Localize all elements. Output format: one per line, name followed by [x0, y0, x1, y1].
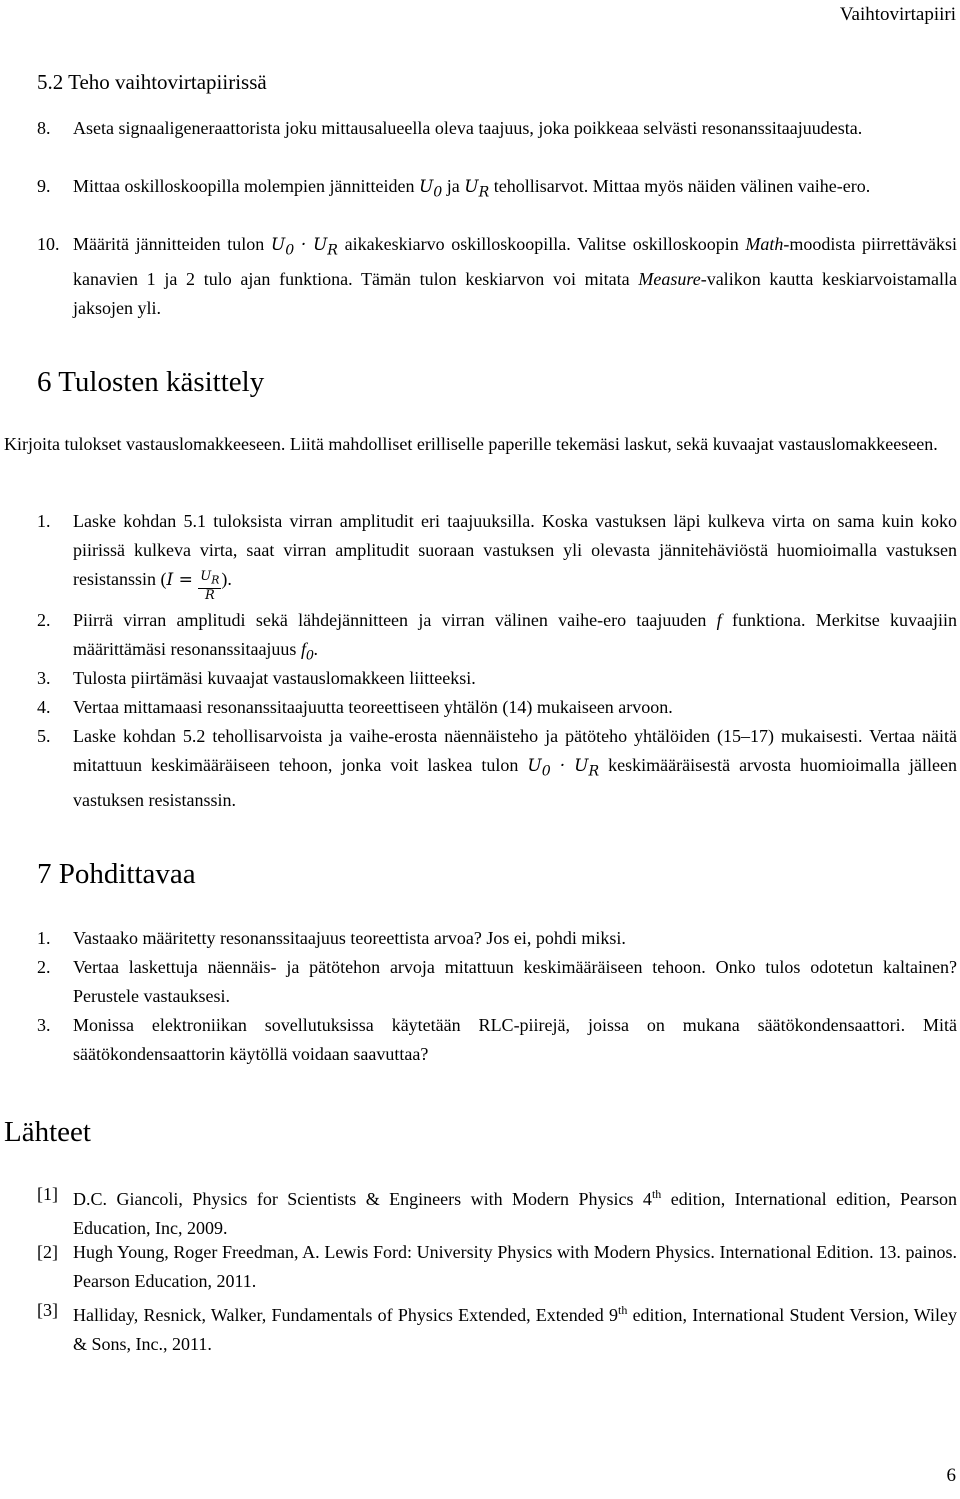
- list-item: [37, 230, 957, 323]
- symbol-u0: $U_0$: [418, 177, 443, 201]
- item-number: 1.: [37, 928, 51, 948]
- reference-number: [3]: [37, 1300, 58, 1320]
- item-text: Määritä jännitteiden tulon $U_0 \cdot U_R$ aikakeskiarvo oskilloskoopilla. Valitse oskilloskoopin Math-moodista piirrettäväksi kanavien 1 ja 2 tulo ajan funktiona. Tämän tulon keskiarvon voi mitata Measure-valikon kautta keskiarvoistamalla jaksojen yli.: [73, 234, 958, 319]
- item-text: Vertaa mittamaasi resonanssitaajuutta teoreettiseen yhtälön (14) mukaiseen arvoon.: [73, 697, 673, 717]
- item-text: Mittaa oskilloskoopilla molempien jännitteiden $U_0$ ja $U_R$ tehollisarvot. Mittaa myös näiden välinen vaihe-ero.: [73, 176, 871, 201]
- list-item: [37, 1011, 957, 1069]
- list-item: [37, 722, 957, 815]
- symbol-u0: $U_0$: [527, 756, 551, 780]
- section-heading-6: 6 Tulosten käsittely: [37, 366, 265, 398]
- list-item: [37, 664, 957, 693]
- section-heading-7: 7 Pohdittavaa: [37, 858, 196, 890]
- section-heading-5-2: 5.2 Teho vaihtovirtapiirissä: [37, 70, 267, 94]
- item-number: 3.: [37, 1015, 51, 1035]
- item-text: Piirrä virran amplitudi sekä lähdejännitteen ja virran välinen vaihe-ero taajuuden f funktiona. Merkitse kuvaajiin määrittämäsi resonanssitaajuus $f_0$.: [73, 610, 958, 664]
- item-text: Laske kohdan 5.1 tuloksista virran amplitudit eri taajuuksilla. Koska vastuksen läpi kulkeva virta on sama kuin koko piirissä kulkeva virta, saat virran amplitudit suoraan vastuksen yli olevasta jännitehäviöstä huomioimalla vastuksen resistanssin (I = $\frac{U_R}{R}$ ).: [73, 511, 957, 603]
- reference-text: Halliday, Resnick, Walker, Fundamentals of Physics Extended, Extended 9th edition, International Student Version, Wiley & Sons, Inc., 2011.: [73, 1303, 958, 1354]
- item-text: Vastaako määritetty resonanssitaajuus teoreettista arvoa? Jos ei, pohdi miksi.: [73, 928, 626, 948]
- list-item: [37, 693, 957, 722]
- reference-item: [37, 1296, 957, 1359]
- item-text: Monissa elektroniikan sovellutuksissa käytetään RLC-piirejä, joissa on mukana säätökondensaattori. Mitä säätökondensaattorin käytöllä voidaan saavuttaa?: [73, 1015, 957, 1064]
- list-item: [37, 953, 957, 1011]
- reference-item: [37, 1180, 957, 1243]
- list-item: [37, 507, 957, 603]
- sources-heading: Lähteet: [4, 1116, 91, 1148]
- item-number: 2.: [37, 610, 51, 630]
- reference-text: D.C. Giancoli, Physics for Scientists & Engineers with Modern Physics 4th edition, International edition, Pearson Education, Inc, 2009.: [73, 1187, 957, 1238]
- reference-number: [2]: [37, 1242, 58, 1262]
- list-item: [37, 606, 957, 671]
- item-number: 3.: [37, 668, 51, 688]
- item-number: 4.: [37, 697, 51, 717]
- item-text: Laske kohdan 5.2 tehollisarvoista ja vaihe-erosta näennäisteho ja pätöteho yhtälöiden (15–17) mukaisesti. Vertaa näitä mitattuun keskimääräiseen tehoon, jonka voit laskea tulon $U_0 \cdot U_R$ keskimääräisestä arvosta huomioimalla jälleen vastuksen resistanssin.: [73, 726, 957, 811]
- item-text: Tulosta piirtämäsi kuvaajat vastauslomakkeen liitteeksi.: [73, 668, 476, 688]
- reference-item: [37, 1238, 957, 1296]
- page-number: 6: [946, 1465, 956, 1486]
- running-header: Vaihtovirtapiiri: [839, 4, 956, 25]
- item-number: 8.: [37, 118, 51, 138]
- symbol-ur: $U_R$: [574, 756, 600, 780]
- list-item: [37, 114, 957, 143]
- symbol-u0: $U_0$: [270, 235, 295, 259]
- intro-paragraph: Kirjoita tulokset vastauslomakkeeseen. Liitä mahdolliset erilliselle paperille tekemäsi laskut, sekä kuvaajat vastauslomakkeeseen.: [4, 434, 938, 454]
- symbol-ur: $U_R$: [464, 177, 490, 201]
- reference-number: [1]: [37, 1184, 58, 1204]
- item-text: Vertaa laskettuja näennäis- ja pätötehon arvoja mitattuun keskimääräiseen tehoon. Onko tulos odotetun kaltainen? Perustele vastauksesi.: [73, 957, 957, 1006]
- reference-text: Hugh Young, Roger Freedman, A. Lewis Ford: University Physics with Modern Physics. International Edition. 13. painos. Pearson Education, 2011.: [73, 1242, 957, 1291]
- fraction-ur-over-r: $\frac{U_R}{R}$: [200, 569, 220, 603]
- item-number: 1.: [37, 511, 51, 531]
- list-item: [37, 924, 957, 953]
- item-number: 9.: [37, 176, 51, 196]
- list-item: [37, 172, 957, 207]
- item-text: Aseta signaaligeneraattorista joku mittausalueella oleva taajuus, joka poikkeaa selvästi resonanssitaajuudesta.: [73, 118, 863, 138]
- symbol-ur: $U_R$: [312, 235, 338, 259]
- item-number: 5.: [37, 726, 51, 746]
- item-number: 10.: [37, 234, 60, 254]
- item-number: 2.: [37, 957, 51, 977]
